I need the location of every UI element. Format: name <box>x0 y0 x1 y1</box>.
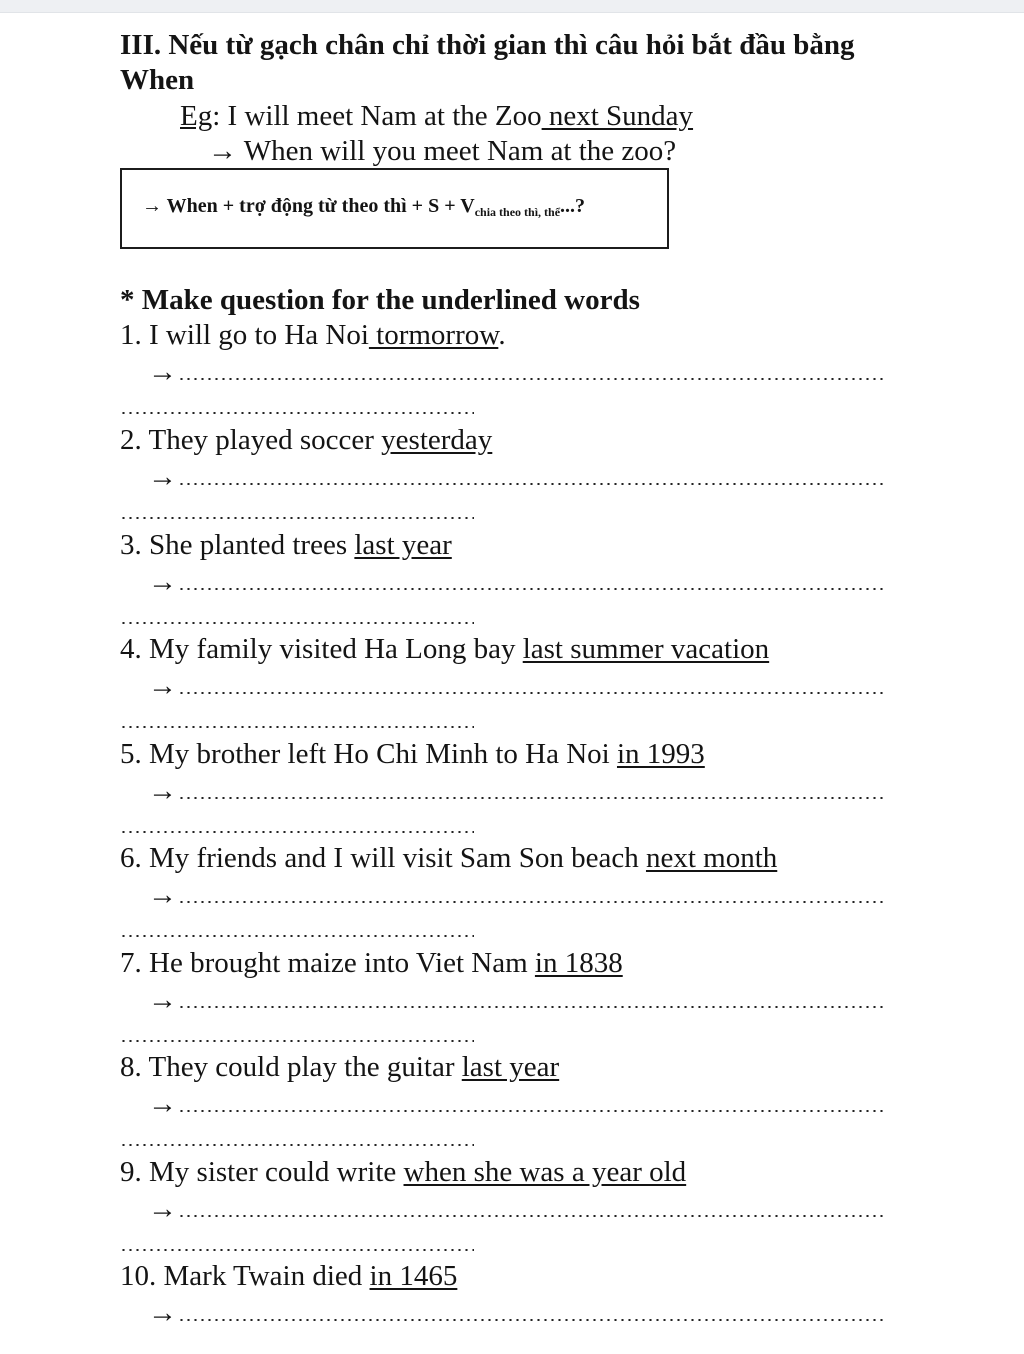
formula-tail: ...? <box>560 195 586 217</box>
answer-line-7-continued[interactable] <box>120 1040 474 1042</box>
question-3-underlined: last year <box>354 529 452 561</box>
formula-box <box>120 168 669 249</box>
question-3 <box>120 529 452 562</box>
question-10-underlined: in 1465 <box>369 1260 458 1292</box>
arrow-icon: → <box>148 775 178 807</box>
question-4-underlined: last summer vacation <box>522 633 770 665</box>
question-9 <box>120 1156 686 1189</box>
dotted-line <box>178 483 884 485</box>
dotted-line <box>178 797 884 799</box>
formula-subscript: chia theo thì, thể <box>474 205 561 219</box>
dotted-line <box>178 588 884 590</box>
question-2-text: 2. They played soccer <box>120 424 382 456</box>
question-8-underlined: last year <box>461 1051 560 1083</box>
example-text: I will meet Nam at the Zoo <box>227 100 542 132</box>
dotted-line <box>178 1319 884 1321</box>
question-3-text: 3. She planted trees <box>120 529 355 561</box>
answer-line-4[interactable] <box>148 670 884 703</box>
question-5-underlined: in 1993 <box>616 738 705 770</box>
arrow-icon: → <box>148 1088 178 1120</box>
arrow-icon: → <box>148 1193 178 1225</box>
question-6-text: 6. My friends and I will visit Sam Son beach <box>120 842 646 874</box>
dotted-line <box>178 1006 884 1008</box>
answer-line-4-continued[interactable] <box>120 726 474 728</box>
formula-main: → When + trợ động từ theo thì + S + V <box>142 195 475 217</box>
answer-line-9[interactable] <box>148 1193 884 1226</box>
answer-line-2-continued[interactable] <box>120 517 474 519</box>
question-5-text: 5. My brother left Ho Chi Minh to Ha Noi <box>120 738 617 770</box>
arrow-icon: → <box>148 879 178 911</box>
question-1 <box>120 319 506 352</box>
question-5 <box>120 738 705 771</box>
example-sentence <box>180 100 693 133</box>
answer-line-10[interactable] <box>148 1297 884 1330</box>
answer-line-1-continued[interactable] <box>120 412 474 414</box>
answer-line-1[interactable] <box>148 356 884 389</box>
answer-line-8-continued[interactable] <box>120 1144 474 1146</box>
question-2-underlined: yesterday <box>381 424 493 456</box>
question-7-text: 7. He brought maize into Viet Nam <box>120 947 535 979</box>
answer-line-3[interactable] <box>148 566 884 599</box>
question-7-underlined: in 1838 <box>534 947 623 979</box>
question-9-underlined: when she was a year old <box>403 1156 687 1188</box>
example-separator: : <box>212 100 228 132</box>
answer-line-9-continued[interactable] <box>120 1249 474 1251</box>
example-answer: → When will you meet Nam at the zoo? <box>208 135 677 167</box>
answer-line-6[interactable] <box>148 879 884 912</box>
question-10-text: 10. Mark Twain died <box>120 1260 370 1292</box>
question-8 <box>120 1051 559 1084</box>
question-2 <box>120 424 492 457</box>
section-heading: III. Nếu từ gạch chân chỉ thời gian thì câu hỏi bắt đầu bằng When <box>120 29 855 96</box>
question-8-text: 8. They could play the guitar <box>120 1051 462 1083</box>
answer-line-7[interactable] <box>148 984 884 1017</box>
answer-line-6-continued[interactable] <box>120 935 474 937</box>
dotted-line <box>178 1215 884 1217</box>
answer-line-3-continued[interactable] <box>120 622 474 624</box>
arrow-icon: → <box>148 461 178 493</box>
arrow-icon: → <box>148 984 178 1016</box>
task-title: * Make question for the underlined words <box>120 284 640 316</box>
question-1-text: 1. I will go to Ha Noi <box>120 319 369 351</box>
question-6 <box>120 842 777 875</box>
question-4 <box>120 633 769 666</box>
question-4-text: 4. My family visited Ha Long bay <box>120 633 523 665</box>
question-9-text: 9. My sister could write <box>120 1156 404 1188</box>
dotted-line <box>178 901 884 903</box>
example-label: Eg <box>180 100 213 132</box>
dotted-line <box>178 1110 884 1112</box>
question-10 <box>120 1260 457 1293</box>
answer-line-2[interactable] <box>148 461 884 494</box>
arrow-icon: → <box>148 566 178 598</box>
arrow-icon: → <box>148 1297 178 1329</box>
question-1-suffix: . <box>498 319 506 351</box>
answer-line-8[interactable] <box>148 1088 884 1121</box>
question-1-underlined: tormorrow <box>368 319 499 351</box>
question-6-underlined: next month <box>645 842 778 874</box>
dotted-line <box>178 378 884 380</box>
dotted-line <box>178 692 884 694</box>
arrow-icon: → <box>148 356 178 388</box>
arrow-icon: → <box>148 670 178 702</box>
formula-text <box>142 195 585 220</box>
answer-line-5-continued[interactable] <box>120 831 474 833</box>
question-7 <box>120 947 623 980</box>
answer-line-5[interactable] <box>148 775 884 808</box>
example-underlined-time: next Sunday <box>541 100 694 132</box>
